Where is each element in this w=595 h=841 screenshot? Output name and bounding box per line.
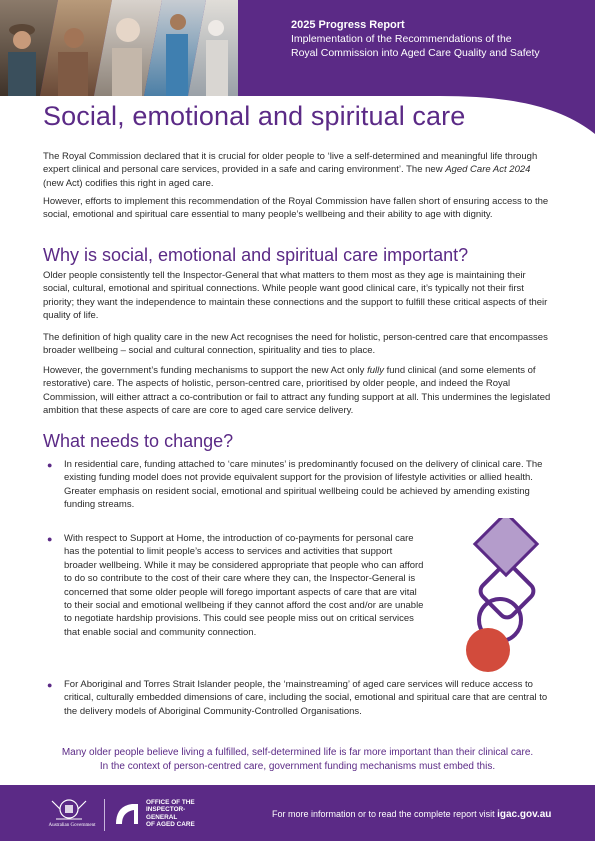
bullet-item-3: For Aboriginal and Torres Strait Islander people, the ‘mainstreaming’ of aged care services will reduce access to critical, culturally embedded dimensions of care, including the social, emotional and spiritual care that are central to the delivery models of Aboriginal Community-Controlled Organisations. <box>64 679 548 717</box>
page-title: Social, emotional and spiritual care <box>43 101 466 131</box>
gov-logo-text: Australian Government <box>48 823 96 828</box>
section1-p3-start: However, the government’s funding mechanisms to support the new Act only <box>43 365 368 376</box>
section1-p3-end: fund clinical (and some elements of restorative) care. The aspects of holistic, person-centred care, prioritised by older people, and indeed the Royal Commission, will either attract a co-contribution or fail to attract any funding support at all. This undermines the legislated ambition that these aspects of care are core to aged care service delivery. <box>43 365 551 417</box>
callout-line-1: Many older people believe living a fulfilled, self-determined life is far more important than their clinical care. <box>61 747 534 758</box>
intro-paragraph-1 <box>43 150 553 190</box>
intro-paragraph-2: However, efforts to implement this recommendation of the Royal Commission have fallen short of ensuring access to the social, emotional and spiritual care essential to many people’s wellbeing and their ability to age with dignity. <box>43 196 549 221</box>
bullet-item-2: With respect to Support at Home, the introduction of co-payments for personal care has the potential to limit people’s access to services and activities that support broader wellbeing. While it may be considered appropriate that people who can afford to do so contribute to the cost of their care where they can, the Inspector-General is concerned that some older people will forego important aspects of care that are vital to their social and emotional wellbeing if they cannot afford the cost and/or are unable to negotiate hardship provisions. This could see people miss out on critical services that enable social and community connection. <box>64 533 424 638</box>
section1-paragraph-3 <box>43 364 553 418</box>
report-subtitle-2: Royal Commission into Aged Care Quality and Safety <box>291 47 540 59</box>
bullet-marker: ● <box>47 534 53 544</box>
bullet-item-1: In residential care, funding attached to ‘care minutes’ is predominantly focused on the delivery of clinical care. The existing funding model does not provide equivalent support for the provision of lifestyle activities or allied health. Greater emphasis on resident social, emotional and spiritual wellbeing could be achieved by amending existing funding streams. <box>64 459 543 511</box>
decorative-shapes <box>458 518 558 678</box>
header-banner <box>0 0 595 96</box>
bullet-marker: ● <box>47 680 53 690</box>
header-text-block <box>291 18 581 60</box>
section1-paragraph-2: The definition of high quality care in the new Act recognises the need for holistic, person-centred care that encompasses broader wellbeing – social and cultural connection, spirituality and ties to place. <box>43 332 548 357</box>
igac-line-1: OFFICE OF THE <box>146 799 195 806</box>
igac-line-2: INSPECTOR- <box>146 806 186 814</box>
section1-p3-italic: fully <box>367 365 384 376</box>
australian-government-crest-icon <box>42 795 96 835</box>
igac-logo-icon <box>112 798 142 828</box>
igac-line-3: GENERAL <box>146 813 178 821</box>
report-subtitle-1: Implementation of the Recommendations of the <box>291 33 512 45</box>
footer-info <box>272 809 551 820</box>
bullet-marker: ● <box>47 460 53 470</box>
report-title: 2025 Progress Report <box>291 19 405 31</box>
igac-logo-text <box>146 799 195 829</box>
section-heading-change: What needs to change? <box>43 431 234 451</box>
callout-quote <box>40 746 555 774</box>
section-heading-why: Why is social, emotional and spiritual care important? <box>43 245 469 265</box>
footer-info-text: For more information or to read the complete report visit <box>272 809 498 819</box>
footer-bar <box>0 785 595 841</box>
footer-website-link[interactable]: igac.gov.au <box>497 809 552 820</box>
igac-line-4: OF AGED CARE <box>146 821 195 829</box>
intro-p1-end: (new Act) codifies this right in aged care. <box>43 177 214 189</box>
intro-p1-text: The Royal Commission declared that it is crucial for older people to ‘live a self-determined and meaningful life through expert clinical and personal care services, provided in a safe and caring environment’. The new <box>43 151 538 176</box>
section1-paragraph-1: Older people consistently tell the Inspector-General that what matters to them most as they age is maintaining their social, cultural, emotional and spiritual connections. While people want good clinical care, it’s typically not their first priority; they want the independence to maintain these connections and the support to fulfill these critical aspects of their quality of life. <box>43 270 548 322</box>
intro-act-name: Aged Care Act 2024 <box>445 164 531 176</box>
footer-divider <box>104 799 105 831</box>
callout-line-2: In the context of person-centred care, government funding mechanisms must embed this. <box>99 761 496 772</box>
